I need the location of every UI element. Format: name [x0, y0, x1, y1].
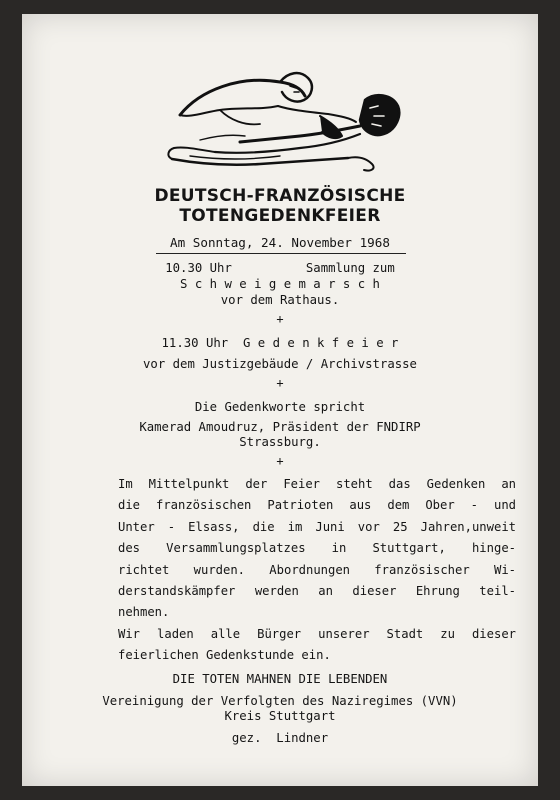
body-line: Im Mittelpunkt der Feier steht das Gedenken an	[118, 477, 516, 491]
body-line: feierlichen Gedenkstunde ein.	[118, 648, 331, 663]
body-line: Unter - Elsass, die im Juni vor 25 Jahren,unweit	[118, 519, 516, 534]
organization-district: Kreis Stuttgart	[224, 709, 336, 723]
date-underline	[156, 253, 406, 254]
speaker-city: Strassburg.	[239, 435, 321, 449]
assembly-location: vor dem Rathaus.	[220, 293, 340, 307]
separator-3: +	[276, 454, 284, 468]
speaker-name: Kamerad Amoudruz, Präsident der FNDIRP	[139, 420, 421, 434]
title-line-1: DEUTSCH-FRANZÖSISCHE	[154, 186, 406, 206]
assembly-march: S c h w e i g e m a r s c h	[180, 277, 380, 291]
ceremony-location: vor dem Justizgebäude / Archivstrasse	[143, 357, 417, 371]
body-line: Wir laden alle Bürger unserer Stadt zu dieser	[118, 626, 516, 641]
separator-1: +	[276, 312, 284, 326]
title-line-2: TOTENGEDENKFEIER	[179, 206, 381, 226]
separator-2: +	[276, 376, 284, 390]
slogan: DIE TOTEN MAHNEN DIE LEBENDEN	[172, 672, 388, 686]
body-line: nehmen.	[118, 605, 170, 620]
body-line: richtet wurden. Abordnungen französischer Wi-	[118, 562, 516, 577]
body-line: die französischen Patrioten aus dem Ober - und	[118, 498, 516, 513]
event-date: Am Sonntag, 24. November 1968	[170, 235, 390, 250]
organization: Vereinigung der Verfolgten des Naziregimes (VVN)	[102, 694, 458, 708]
assembly-time: 10.30 Uhr Sammlung zum	[165, 261, 395, 275]
mourning-figures-drawing-icon	[160, 60, 410, 180]
speech-intro: Die Gedenkworte spricht	[194, 400, 366, 414]
signature: gez. Lindner	[231, 731, 329, 745]
body-paragraph	[118, 474, 516, 667]
body-line: derstandskämpfer werden an dieser Ehrung teil-	[118, 584, 516, 599]
flyer-sheet	[22, 14, 538, 786]
body-line: des Versammlungsplatzes in Stuttgart, hinge-	[118, 541, 516, 556]
ceremony-time: 11.30 Uhr G e d e n k f e i e r	[161, 336, 399, 350]
